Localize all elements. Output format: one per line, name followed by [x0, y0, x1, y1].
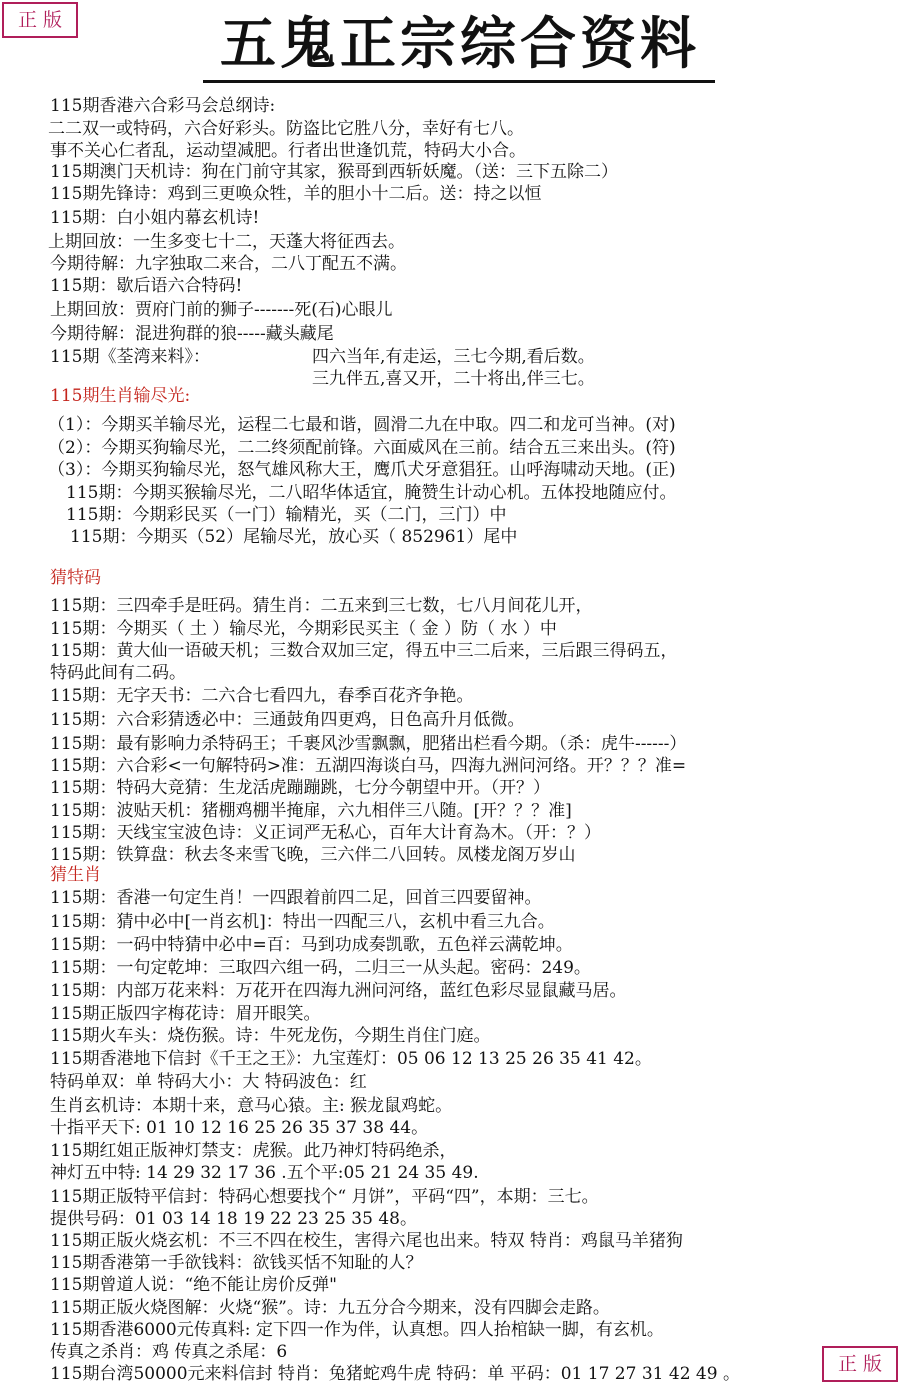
- text-line: 115期：三四牵手是旺码。猜生肖：二五来到三七数，七八月间花儿开，: [50, 596, 593, 616]
- text-line: 115期：今期买猴输尽光，二八昭华体适宜，腌赞生计动心机。五体投地随应付。: [66, 483, 677, 503]
- text-line: 上期回放：一生多变七十二，天蓬大将征西去。: [48, 232, 405, 252]
- text-line: 115期：歇后语六合特码!: [50, 276, 243, 296]
- text-line: 十指平天下: 01 10 12 16 25 26 35 37 38 44。: [50, 1118, 429, 1138]
- text-line: 115期：六合彩猜透必中：三通鼓角四更鸡，日色高升月低微。: [50, 710, 525, 730]
- text-line: 115期先锋诗：鸡到三更唤众牲，羊的胆小十二后。送：持之以恒: [50, 184, 542, 204]
- text-line: 三九伴五,喜又开，二十将出,伴三七。: [312, 369, 595, 389]
- text-line: （3）：今期买狗输尽光，怒气雄风称大王，鹰爪犬牙意猖狂。山呼海啸动天地。(正): [48, 460, 676, 480]
- text-line: 115期：最有影响力杀特码王；千裹风沙雪飘飘，肥猪出栏看今期。（杀：虎牛------）: [50, 734, 687, 754]
- text-line: 115期：一码中特猜中必中=百：马到功成奏凯歌，五色祥云满乾坤。: [50, 935, 573, 955]
- text-line: 特码单双：单 特码大小：大 特码波色：红: [50, 1072, 367, 1092]
- text-line: 提供号码：01 03 14 18 19 22 23 25 35 48。: [50, 1209, 417, 1229]
- text-line: 传真之杀肖：鸡 传真之杀尾：6: [50, 1342, 288, 1362]
- text-line: 115期：天线宝宝波色诗：义正词严无私心，百年大计育為木。（开：？）: [50, 823, 601, 843]
- edition-badge-bottom: 正版: [822, 1346, 898, 1382]
- text-line: 115期：白小姐内幕玄机诗!: [50, 208, 260, 228]
- text-line: 115期红姐正版神灯禁支：虎猴。此乃神灯特码绝杀，: [50, 1141, 457, 1161]
- section-heading: 猜生肖: [50, 865, 101, 885]
- text-line: 115期香港地下信封《千王之王》：九宝莲灯：05 06 12 13 25 26 35 41 42。: [50, 1049, 652, 1069]
- text-line: 115期澳门天机诗：狗在门前守其家，猴哥到西斩妖魔。（送：三下五除二）: [50, 162, 618, 182]
- text-line: 115期：香港一句定生肖！一四跟着前四二足，回首三四要留神。: [50, 888, 542, 908]
- text-line: 115期：猜中必中[一肖玄机]：特出一四配三八，玄机中看三九合。: [50, 912, 555, 932]
- text-line: 115期台湾50000元来料信封 特肖：兔猪蛇鸡牛虎 特码：单 平码：01 17 27 31 42 49 。: [50, 1364, 740, 1384]
- text-line: 115期正版四字梅花诗：眉开眼笑。: [50, 1004, 321, 1024]
- edition-badge-top: 正版: [2, 2, 78, 38]
- text-line: 生肖玄机诗：本期十来，意马心猿。主: 猴龙鼠鸡蛇。: [50, 1096, 453, 1116]
- text-line: 115期正版特平信封：特码心想要找个“ 月饼”，平码“四”，本期：三七。: [50, 1187, 599, 1207]
- text-line: （2）：今期买狗输尽光，二二终须配前锋。六面威风在三前。结合五三来出头。(符): [48, 438, 676, 458]
- text-line: 115期：铁算盘：秋去冬来雪飞晚，三六伴二八回转。凤楼龙阁万岁山: [50, 845, 576, 865]
- text-line: 115期正版火烧玄机：不三不四在校生，害得六尾也出来。特双 特肖：鸡鼠马羊猪狗: [50, 1231, 683, 1251]
- page-title: 五鬼正宗综合资料: [220, 11, 700, 77]
- text-line: 115期：今期买（52）尾输尽光，放心买（ 852961）尾中: [70, 527, 518, 547]
- text-line: 115期：内部万花来料：万花开在四海九洲问河络，蓝红色彩尽显鼠藏马居。: [50, 981, 627, 1001]
- text-line: 115期：今期彩民买（一门）输精光，买（二门，三门）中: [66, 505, 507, 525]
- text-line: 神灯五中特: 14 29 32 17 36 .五个平:05 21 24 35 49.: [50, 1163, 479, 1183]
- text-line: 今期待解：混进狗群的狼-----藏头藏尾: [50, 324, 334, 344]
- text-line: 四六当年,有走运，三七今期,看后数。: [312, 347, 595, 367]
- text-line: 115期：波贴天机：猪棚鸡棚半掩扉，六九相伴三八随。[开？？？准]: [50, 801, 572, 821]
- text-line: 115期曾道人说：“绝不能让房价反弹": [50, 1275, 337, 1295]
- text-line: 115期香港第一手欲钱料：欲钱买恬不知耻的人？: [50, 1253, 423, 1273]
- text-line: 115期香港六合彩马会总纲诗:: [50, 96, 276, 116]
- text-line: 事不关心仁者乱，运动望减肥。行者出世逢饥荒，特码大小合。: [50, 141, 526, 161]
- text-line: 115期：黄大仙一语破天机；三数合双加三定，得五中三二后来，三后跟三得码五，: [50, 641, 678, 661]
- text-line: （1）：今期买羊输尽光，运程二七最和谐，圆滑二九在中取。四二和龙可当神。(对): [48, 415, 676, 435]
- section-heading: 115期生肖输尽光:: [50, 386, 191, 406]
- section-heading: 猜特码: [50, 568, 101, 588]
- text-line: 115期正版火烧图解：火烧“猴”。诗：九五分合今期来，没有四脚会走路。: [50, 1298, 610, 1318]
- text-line: 115期：特码大竞猜：生龙活虎蹦蹦跳，七分今朝望中开。（开？）: [50, 778, 550, 798]
- text-line: 115期：无字天书：二六合七看四九，春季百花齐争艳。: [50, 686, 474, 706]
- text-line: 115期《荃湾来料》：: [50, 347, 210, 367]
- text-line: 115期火车头：烧伤猴。诗：牛死龙伤，今期生肖住门庭。: [50, 1026, 491, 1046]
- text-line: 115期：六合彩<一句解特码>准：五湖四海谈白马，四海九洲问河络。开？？？准=: [50, 756, 687, 776]
- text-line: 二二双一或特码，六合好彩头。防盗比它胜八分，幸好有七八。: [48, 119, 524, 139]
- title-underline: [203, 80, 715, 83]
- text-line: 今期待解：九字独取二来合，二八丁配五不满。: [50, 254, 407, 274]
- text-line: 115期香港6000元传真料: 定下四一作为伴，认真想。四人抬棺缺一脚，有玄机。: [50, 1320, 664, 1340]
- text-line: 115期：今期买（ 土 ）输尽光，今期彩民买主（ 金 ）防（ 水 ）中: [50, 619, 557, 639]
- text-line: 上期回放：贾府门前的狮子-------死(石)心眼儿: [50, 300, 393, 320]
- text-line: 特码此间有二码。: [50, 663, 186, 683]
- text-line: 115期：一句定乾坤：三取四六组一码，二归三一从头起。密码：249。: [50, 958, 591, 978]
